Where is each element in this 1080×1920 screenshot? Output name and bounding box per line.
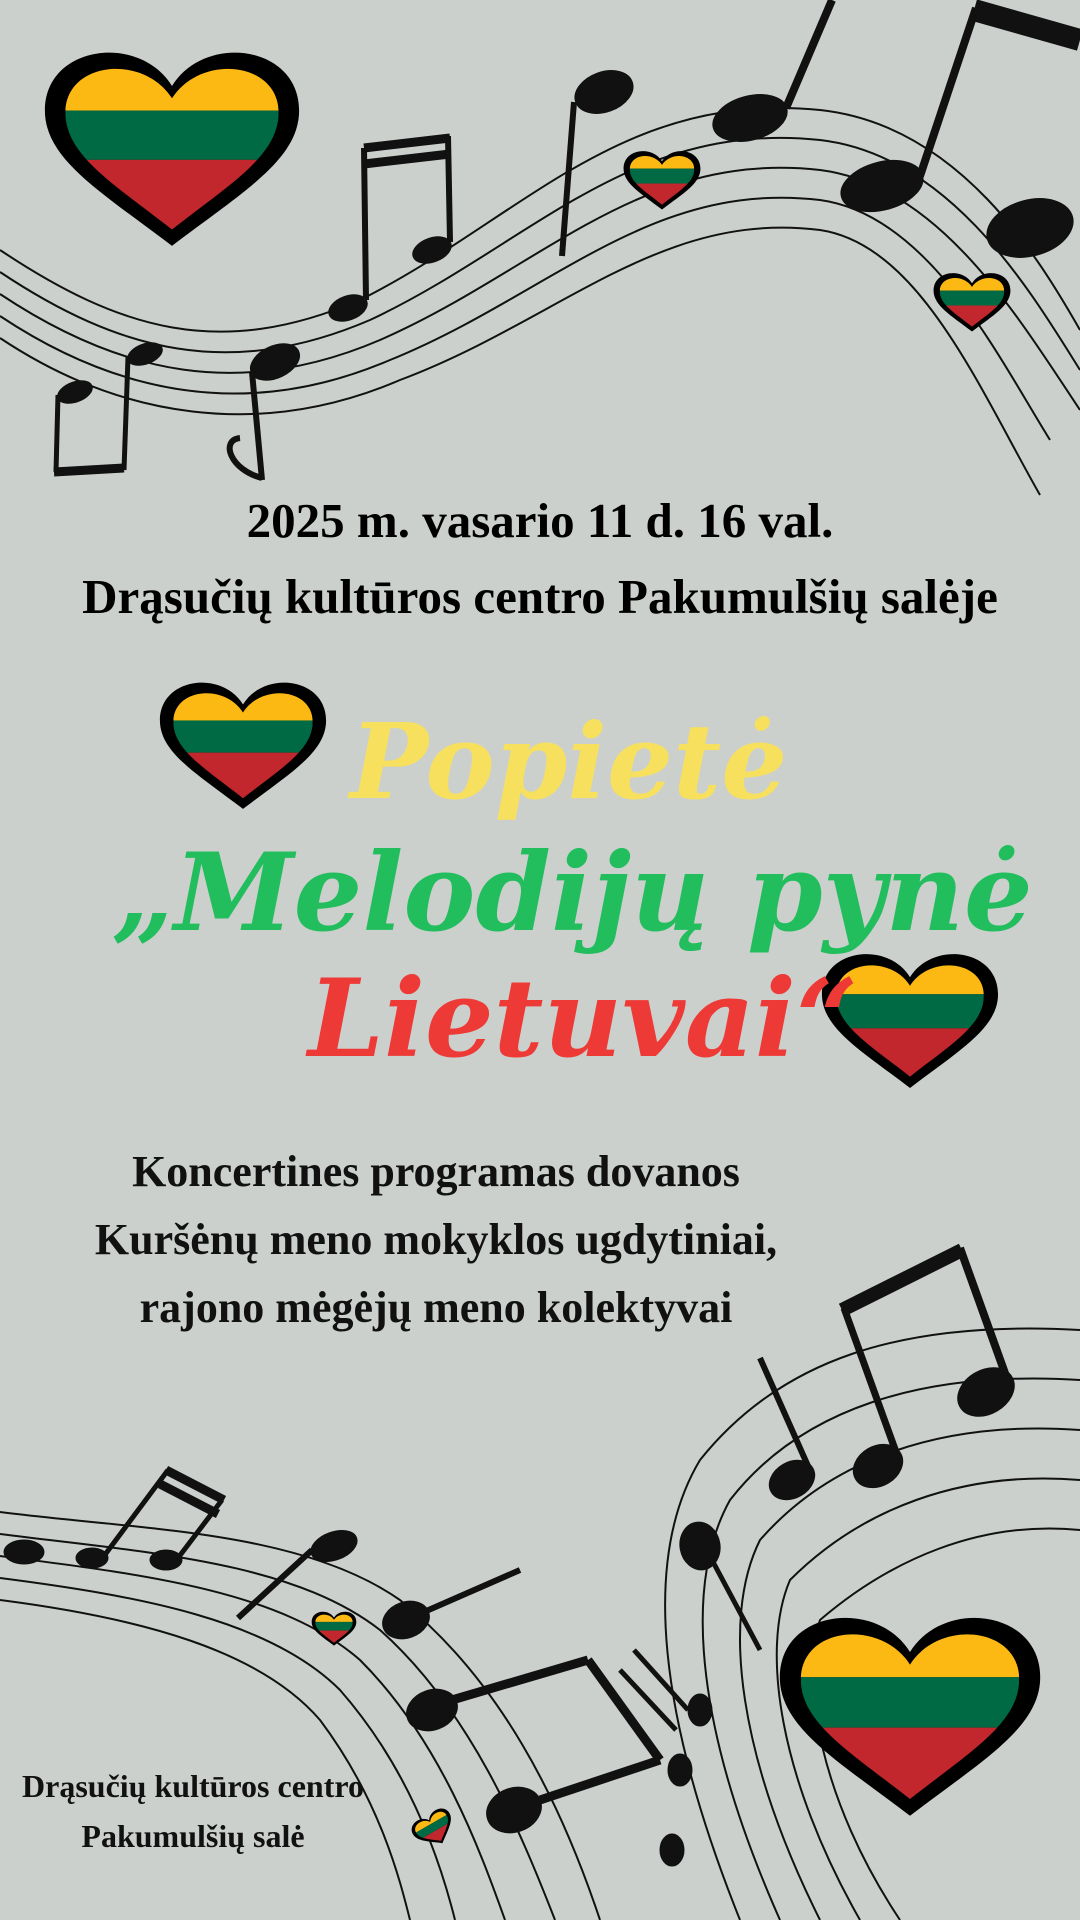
lithuanian-heart-icon <box>312 1610 357 1646</box>
lithuanian-heart-icon <box>934 270 1011 332</box>
performers-line-1: Koncertines programas dovanos <box>132 1147 740 1196</box>
lithuanian-heart-icon <box>45 41 299 246</box>
music-note-icon <box>54 338 165 472</box>
music-note-icon <box>562 0 1080 266</box>
footer-venue-line-2: Pakumulšių salė <box>81 1818 305 1854</box>
lithuanian-heart-icon <box>780 1606 1040 1816</box>
lithuanian-heart-icon <box>160 675 326 809</box>
music-note-icon <box>230 337 306 480</box>
music-note-icon <box>4 1470 224 1570</box>
performers-line-2: Kuršėnų meno mokyklos ugdytiniai, <box>94 1215 778 1264</box>
event-date-time: 2025 m. vasario 11 d. 16 val. <box>246 493 834 548</box>
title-line-3: Lietuvai“ <box>308 956 858 1082</box>
music-note-icon <box>620 1650 712 1866</box>
title-line-2: „Melodijų pynė <box>112 830 1033 956</box>
music-note-icon <box>325 136 455 326</box>
event-venue: Drąsučių kultūros centro Pakumulšių salėje <box>82 569 998 624</box>
lithuanian-heart-icon <box>407 1803 461 1854</box>
title-line-1: Popietė <box>350 700 788 823</box>
footer-venue-line-1: Drąsučių kultūros centro <box>22 1768 364 1804</box>
performers-line-3: rajono mėgėjų meno kolektyvai <box>139 1283 733 1332</box>
